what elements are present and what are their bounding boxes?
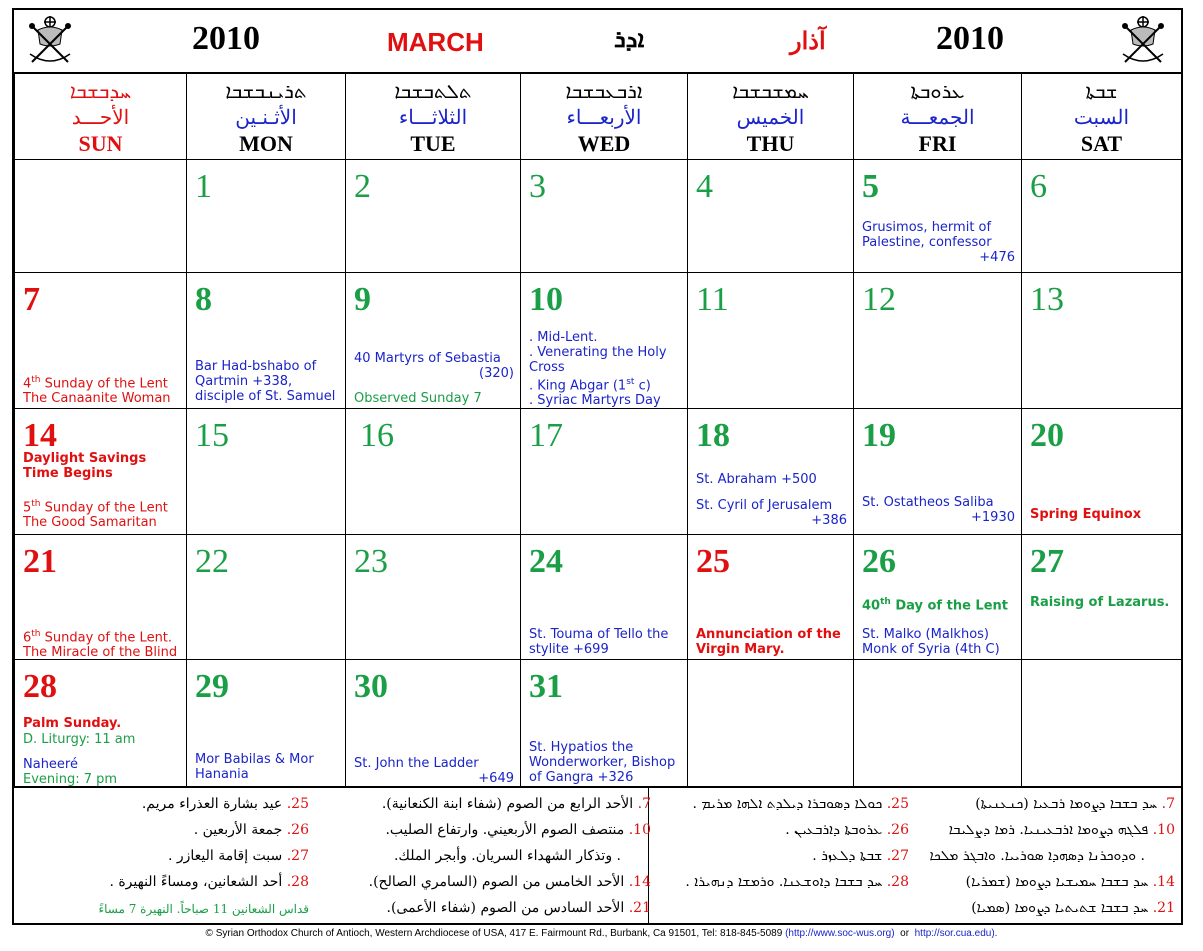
note-number: 28. bbox=[886, 874, 909, 890]
day-cell[interactable] bbox=[15, 273, 187, 409]
event-line: St. Abraham +500 bbox=[696, 472, 817, 487]
weekday-syriac: ܚܕܒܫܒܐ bbox=[69, 79, 132, 103]
note-number: 25. bbox=[886, 796, 909, 812]
day-number: 23 bbox=[354, 543, 388, 580]
day-cell[interactable] bbox=[1022, 160, 1182, 273]
day-number: 18 bbox=[696, 417, 730, 454]
note-text: عيد بشارة العذراء مريم. bbox=[141, 796, 283, 812]
day-cell[interactable] bbox=[1022, 409, 1182, 535]
event-fragment: . King Abgar (1 bbox=[529, 378, 627, 394]
day-number: 31 bbox=[529, 668, 563, 705]
day-cell[interactable] bbox=[15, 660, 187, 788]
day-number: 26 bbox=[862, 543, 896, 580]
event-line bbox=[23, 627, 180, 645]
event-line bbox=[862, 595, 1015, 613]
note-number: 14. bbox=[1152, 874, 1175, 890]
note-text: جمعة الأربعين . bbox=[193, 822, 283, 838]
day-number: 20 bbox=[1030, 417, 1064, 454]
week-row bbox=[15, 660, 1182, 788]
event-text bbox=[696, 498, 847, 528]
day-number: 17 bbox=[529, 417, 563, 454]
note-arabic bbox=[369, 874, 651, 890]
note-syriac bbox=[949, 822, 1175, 838]
note-number: 14. bbox=[628, 874, 651, 890]
weekday-fri bbox=[854, 73, 1022, 160]
day-number: 24 bbox=[529, 543, 563, 580]
event-text bbox=[862, 495, 1015, 525]
day-number: 9 bbox=[354, 281, 371, 318]
event-line bbox=[23, 497, 180, 515]
note-syriac bbox=[785, 822, 909, 838]
note-text: ܟܘܠܐ ܕܣܘܒܪܐ ܕܝܠܕܬ ܐܠܗܐ ܡܪܝܡ . bbox=[692, 796, 883, 812]
day-cell-empty bbox=[15, 160, 187, 273]
event-line bbox=[23, 373, 180, 391]
month-arabic: آذار bbox=[790, 26, 826, 55]
event-fragment: Sunday of the Lent. bbox=[40, 630, 173, 646]
note-number: 7. bbox=[637, 796, 651, 812]
day-cell[interactable] bbox=[521, 160, 688, 273]
event-fragment: 40 bbox=[862, 598, 881, 614]
event-text: St. Hypatios the Wonderworker, Bishop of Gangra +326 bbox=[529, 740, 676, 785]
event-fragment: th bbox=[31, 629, 41, 639]
note-text: الأحد الرابع من الصوم (شفاء ابنة الكنعانية). bbox=[381, 796, 634, 812]
note-syriac bbox=[971, 900, 1175, 916]
footer-link[interactable]: (http://www.soc-wus.org) bbox=[785, 928, 895, 939]
day-cell[interactable] bbox=[688, 409, 854, 535]
day-cell[interactable] bbox=[15, 535, 187, 660]
weekday-arabic: الأربعـــاء bbox=[566, 105, 642, 129]
calendar-header bbox=[14, 10, 1181, 74]
note-arabic bbox=[109, 874, 309, 890]
note-text: . وتذكار الشهداء السريان. وأبجر الملك. bbox=[393, 848, 621, 864]
event-line: The Good Samaritan bbox=[23, 515, 157, 531]
note-syriac bbox=[685, 874, 909, 890]
patriarchal-emblem-icon bbox=[1117, 14, 1169, 68]
day-number: 1 bbox=[195, 168, 212, 205]
note-text: ܥܪܘܒܬܐ ܕܐܪܒܥܝܢ . bbox=[785, 822, 883, 838]
weekday-english: WED bbox=[577, 131, 631, 156]
event-fragment: c) bbox=[634, 378, 651, 394]
note-text: منتصف الصوم الأربعيني. وارتفاع الصليب. bbox=[385, 822, 625, 838]
note-text: سبت إقامة اليعازر . bbox=[167, 848, 283, 864]
day-cell-empty bbox=[1022, 660, 1182, 788]
event-text: Raising of Lazarus. bbox=[1030, 595, 1170, 610]
week-row bbox=[15, 273, 1182, 409]
event-text: Daylight Savings Time Begins bbox=[23, 451, 147, 481]
day-cell-empty bbox=[688, 660, 854, 788]
note-text: الأحد الخامس من الصوم (السامري الصالح). bbox=[368, 874, 625, 890]
weekday-english: MON bbox=[239, 131, 293, 156]
day-number: 15 bbox=[195, 417, 229, 454]
event-line: St. Cyril of Jerusalem bbox=[696, 498, 833, 513]
event-text bbox=[23, 373, 180, 406]
weekday-syriac: ܬܠܬܒܫܒܐ bbox=[394, 79, 472, 103]
event-line: St. John the Ladder bbox=[354, 756, 479, 771]
day-cell[interactable] bbox=[187, 160, 346, 273]
day-cell[interactable] bbox=[854, 409, 1022, 535]
day-cell[interactable] bbox=[854, 535, 1022, 660]
day-cell[interactable] bbox=[1022, 535, 1182, 660]
event-text: St. Touma of Tello the stylite +699 bbox=[529, 627, 669, 657]
note-text: ܚܕ ܒܫܒܐ ܚܡܝܫܝܐ ܕܨܘܡܐ (ܫܡܪܝܐ) bbox=[965, 874, 1149, 890]
weekday-sun bbox=[15, 73, 187, 160]
day-number: 3 bbox=[529, 168, 546, 205]
note-number: 21. bbox=[628, 900, 651, 916]
note-arabic bbox=[142, 796, 309, 812]
event-line: The Miracle of the Blind bbox=[23, 645, 178, 660]
event-fragment: th bbox=[31, 375, 41, 385]
day-number: 6 bbox=[1030, 168, 1047, 205]
note-text: أحد الشعانين، ومساءً النهيرة . bbox=[109, 874, 283, 890]
day-cell[interactable] bbox=[854, 160, 1022, 273]
event-line: Evening: 7 pm bbox=[23, 772, 118, 787]
day-number: 30 bbox=[354, 668, 388, 705]
event-line: St. Ostatheos Saliba bbox=[862, 495, 994, 510]
event-line: Palm Sunday. bbox=[23, 716, 122, 731]
note-arabic bbox=[394, 848, 621, 864]
event-line: D. Liturgy: 11 am bbox=[23, 732, 136, 747]
note-arabic bbox=[385, 822, 651, 838]
event-text: Bar Had-bshabo of Qartmin +338, disciple of St. Samuel bbox=[195, 359, 336, 404]
note-text: ܚܕ ܒܫܒܐ ܫܬܝܬܝܐ ܕܨܘܡܐ (ܣܡܝܐ) bbox=[971, 900, 1149, 916]
event-line: Naheeré bbox=[23, 757, 78, 772]
day-number: 2 bbox=[354, 168, 371, 205]
note-syriac bbox=[693, 796, 909, 812]
weekday-english: SAT bbox=[1080, 131, 1123, 156]
day-cell[interactable] bbox=[1022, 273, 1182, 409]
day-number: 8 bbox=[195, 281, 212, 318]
patriarchal-emblem-icon bbox=[24, 14, 76, 68]
weekday-syriac: ܬܪܝܢܒܫܒܐ bbox=[225, 79, 307, 103]
note-syriac bbox=[812, 848, 909, 864]
note-number: 26. bbox=[286, 822, 309, 838]
note-number: 28. bbox=[286, 874, 309, 890]
weekday-syriac: ܐܪܒܥܒܫܒܐ bbox=[565, 79, 643, 103]
note-number: 7. bbox=[1161, 796, 1175, 812]
event-line bbox=[529, 375, 681, 393]
footer-text: © Syrian Orthodox Church of Antioch, Western Archdiocese of USA, 417 E. Fairmount Rd., Burbank, Ca 91501, Tel: 818-845-5089 bbox=[205, 928, 783, 939]
day-number: 22 bbox=[195, 543, 229, 580]
event-fragment: 6 bbox=[23, 630, 32, 646]
note-number: 27. bbox=[886, 848, 909, 864]
event-text bbox=[862, 220, 1015, 265]
weekday-arabic: الخميس bbox=[736, 105, 805, 129]
notes-section bbox=[14, 786, 1181, 925]
day-number: 11 bbox=[696, 281, 729, 318]
note-syriac bbox=[930, 848, 1145, 864]
day-cell[interactable] bbox=[346, 660, 521, 788]
weekday-header-row bbox=[15, 73, 1182, 160]
event-line: +649 bbox=[478, 771, 514, 786]
day-cell[interactable] bbox=[346, 535, 521, 660]
event-text bbox=[354, 351, 514, 381]
day-number: 21 bbox=[23, 543, 57, 580]
event-line: . Syriac Martyrs Day bbox=[529, 393, 661, 409]
day-number: 27 bbox=[1030, 543, 1064, 580]
day-number: 5 bbox=[862, 168, 879, 205]
weekday-arabic: الأحـــد bbox=[71, 105, 130, 129]
day-cell-empty bbox=[854, 660, 1022, 788]
calendar-grid bbox=[14, 72, 1181, 788]
event-fragment: 5 bbox=[23, 500, 32, 516]
weekday-syriac: ܥܪܘܒܬܐ bbox=[910, 79, 965, 103]
weekday-wed bbox=[521, 73, 688, 160]
year-right: 2010 bbox=[936, 20, 1004, 57]
weekday-arabic: الثلاثـــاء bbox=[398, 105, 468, 129]
note-syriac bbox=[966, 874, 1175, 890]
note-text: الأحد السادس من الصوم (شفاء الأعمى). bbox=[386, 900, 625, 916]
day-number: 28 bbox=[23, 668, 57, 705]
day-cell[interactable] bbox=[187, 409, 346, 535]
weekday-syriac: ܫܒܬܐ bbox=[1085, 79, 1118, 103]
note-syriac bbox=[975, 796, 1175, 812]
day-cell[interactable] bbox=[854, 273, 1022, 409]
note-number: 21. bbox=[1152, 900, 1175, 916]
event-line: Observed Sunday 7 bbox=[354, 391, 482, 406]
event-line: (320) bbox=[479, 366, 514, 381]
day-cell[interactable] bbox=[346, 273, 521, 409]
day-cell[interactable] bbox=[346, 160, 521, 273]
event-line: . Venerating the Holy Cross bbox=[529, 345, 667, 375]
day-number: 10 bbox=[529, 281, 563, 318]
day-cell[interactable] bbox=[187, 273, 346, 409]
day-cell[interactable] bbox=[15, 409, 187, 535]
event-fragment: Sunday of the Lent bbox=[40, 500, 168, 516]
event-fragment: th bbox=[31, 499, 41, 509]
note-text: . ܘܕܘܟܪܢܐ ܕܣܗܕܐ ܣܘܪܝܝܐ. ܘܐܒܓܪ ܡܠܟܐ bbox=[929, 848, 1145, 864]
year-left: 2010 bbox=[192, 20, 260, 57]
event-line: The Canaanite Woman bbox=[23, 391, 171, 407]
day-number: 14 bbox=[23, 417, 57, 454]
event-text bbox=[529, 330, 681, 408]
day-number: 13 bbox=[1030, 281, 1064, 318]
day-cell[interactable] bbox=[521, 273, 688, 409]
note-arabic bbox=[168, 848, 309, 864]
weekday-mon bbox=[187, 73, 346, 160]
week-row bbox=[15, 160, 1182, 273]
event-fragment: Sunday of the Lent bbox=[40, 376, 168, 392]
day-cell[interactable] bbox=[346, 409, 521, 535]
day-number: 29 bbox=[195, 668, 229, 705]
note-arabic bbox=[387, 900, 651, 916]
event-text: Annunciation of the Virgin Mary. bbox=[696, 627, 841, 657]
weekday-thu bbox=[688, 73, 854, 160]
week-row bbox=[15, 535, 1182, 660]
note-text: ܦܠܓܗ ܕܨܘܡܐ ܐܪܒܥܝܢܝܐ. ܪܡܐ ܕܨܠܝܒܐ bbox=[948, 822, 1149, 838]
day-number: 12 bbox=[862, 281, 896, 318]
day-cell[interactable] bbox=[521, 535, 688, 660]
calendar-page bbox=[12, 8, 1183, 925]
footer-link[interactable]: http://sor.cua.edu). bbox=[914, 928, 998, 939]
week-row bbox=[15, 409, 1182, 535]
event-line: +476 bbox=[979, 250, 1015, 265]
weekday-arabic: الجمعـــة bbox=[900, 105, 975, 129]
event-line: +1930 bbox=[971, 510, 1015, 525]
footer-or: or bbox=[900, 928, 910, 939]
event-fragment: 4 bbox=[23, 376, 32, 392]
note-text: ܚܕ ܒܫܒܐ ܕܐܘܫܥܢܐ. ܘܪܡܫܐ ܕܢܗܝܪܐ . bbox=[685, 874, 883, 890]
event-text bbox=[354, 756, 514, 786]
note-number: 10. bbox=[628, 822, 651, 838]
note-arabic bbox=[382, 796, 651, 812]
weekday-english: THU bbox=[746, 131, 795, 156]
day-number: 19 bbox=[862, 417, 896, 454]
event-line: Grusimos, hermit of Palestine, confessor bbox=[862, 220, 992, 250]
day-cell[interactable] bbox=[688, 535, 854, 660]
event-line: +386 bbox=[811, 513, 847, 528]
note-number: 25. bbox=[286, 796, 309, 812]
event-text bbox=[23, 497, 180, 530]
event-text: Spring Equinox bbox=[1030, 507, 1142, 522]
event-fragment: st bbox=[626, 377, 635, 387]
event-text bbox=[23, 627, 180, 660]
day-cell[interactable] bbox=[521, 409, 688, 535]
weekday-english: SUN bbox=[78, 131, 123, 156]
day-cell[interactable] bbox=[688, 160, 854, 273]
footer bbox=[0, 928, 1203, 939]
weekday-syriac: ܚܡܫܒܫܒܐ bbox=[732, 79, 809, 103]
note-arabic: قداس الشعانين 11 صباحاً. النهيرة 7 مساءً bbox=[98, 902, 309, 916]
day-number: 4 bbox=[696, 168, 713, 205]
day-cell[interactable] bbox=[187, 660, 346, 788]
day-number: 7 bbox=[23, 281, 40, 318]
note-text: ܫܒܬܐ ܕܠܥܙܪ . bbox=[812, 848, 883, 864]
weekday-arabic: السبت bbox=[1073, 105, 1130, 129]
month-english: MARCH bbox=[387, 27, 484, 57]
day-number: 25 bbox=[696, 543, 730, 580]
day-cell[interactable] bbox=[187, 535, 346, 660]
day-cell[interactable] bbox=[688, 273, 854, 409]
weekday-english: TUE bbox=[410, 131, 456, 156]
note-text: ܚܕ ܒܫܒܐ ܕܨܘܡܐ ܪܒܥܝܐ (ܟܢܥܢܝܬܐ) bbox=[975, 796, 1158, 812]
note-arabic bbox=[194, 822, 309, 838]
weekday-english: FRI bbox=[918, 131, 957, 156]
month-syriac: ܐܕܪ bbox=[614, 24, 645, 53]
weekday-sat bbox=[1022, 73, 1182, 160]
note-number: 26. bbox=[886, 822, 909, 838]
day-cell[interactable] bbox=[521, 660, 688, 788]
weekday-tue bbox=[346, 73, 521, 160]
event-fragment: th bbox=[880, 597, 891, 607]
event-line: . Mid-Lent. bbox=[529, 330, 598, 345]
event-line: 40 Martyrs of Sebastia bbox=[354, 351, 501, 366]
note-number: 27. bbox=[286, 848, 309, 864]
event-fragment: Day of the Lent bbox=[890, 598, 1008, 614]
day-number: 16 bbox=[360, 417, 394, 454]
event-text: St. Malko (Malkhos) Monk of Syria (4th C) bbox=[862, 627, 1000, 657]
event-text: Mor Babilas & Mor Hanania bbox=[195, 752, 314, 782]
note-number: 10. bbox=[1152, 822, 1175, 838]
weekday-arabic: الأثـنـين bbox=[235, 105, 297, 129]
